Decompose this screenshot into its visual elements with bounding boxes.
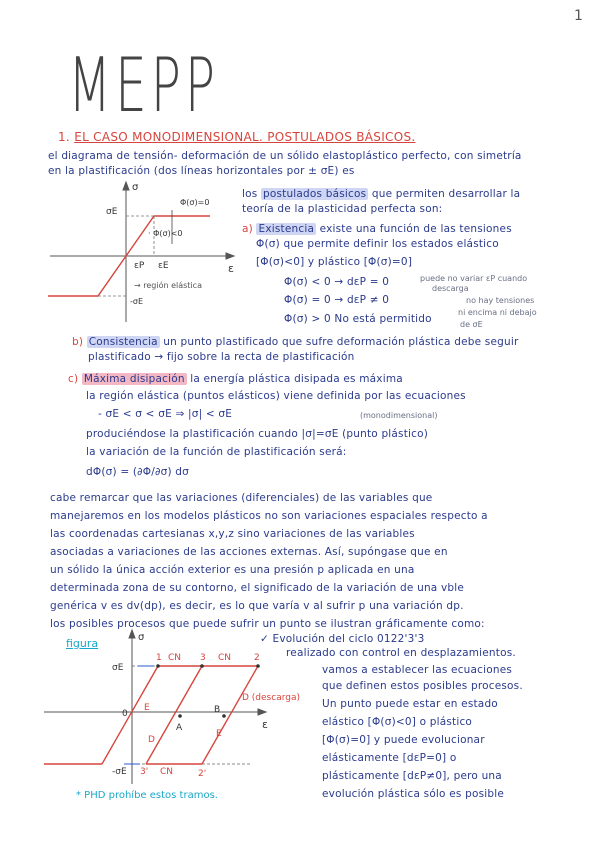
section-title: EL CASO MONODIMENSIONAL. POSTULADOS BÁSICOS. xyxy=(74,130,416,144)
sigma-arrow-icon xyxy=(123,182,129,190)
paragraph-line-5: un sólido la única acción exterior es una presión p aplicada en una xyxy=(50,564,415,576)
postulate-c-5: la variación de la función de plastificación será: xyxy=(86,446,347,458)
line-unload-3 xyxy=(146,666,202,764)
minus-sigma-e-label: -σE xyxy=(130,297,144,306)
postulate-c-2: la región elástica (puntos elásticos) viene definida por las ecuaciones xyxy=(86,390,466,402)
sigma-label-2: σ xyxy=(138,632,145,643)
condition-2-note-2: ni encima ni debajo xyxy=(458,308,537,317)
phi-lt-label: · Φ(σ)<0 xyxy=(148,229,183,238)
postulate-c: c) Máxima disipación la energía plástica disipada es máxima xyxy=(68,373,403,385)
section-heading xyxy=(58,130,416,144)
condition-2-note: no hay tensiones xyxy=(466,296,535,305)
line-unload-2 xyxy=(202,666,258,764)
postulate-c-3-note: (monodimensional) xyxy=(360,411,438,420)
sigma-e-label-2: σE xyxy=(112,663,124,673)
existencia-highlight: Existencia xyxy=(258,223,315,235)
paragraph-line-6: determinada zona de su contorno, el significado de la variación de una vble xyxy=(50,582,465,594)
consistencia-highlight: Consistencia xyxy=(88,336,158,348)
postulate-a-2: Φ(σ) que permite definir los estados elástico xyxy=(256,238,499,250)
cn-label-2: CN xyxy=(218,653,232,663)
condition-1: Φ(σ) < 0 → dεP = 0 xyxy=(284,276,390,288)
eps-e-label: εE xyxy=(158,261,169,271)
evolucion-line-2: realizado con control en desplazamientos. xyxy=(286,647,516,659)
figura-label: figura xyxy=(66,637,99,650)
e-label-2: E xyxy=(216,729,222,739)
point-a-label: A xyxy=(176,723,183,733)
point-2-label: 2 xyxy=(254,653,260,663)
stress-strain-diagram xyxy=(40,180,240,330)
postulate-b: b) Consistencia un punto plastificado que sufre deformación plástica debe seguir xyxy=(72,336,519,348)
condition-2: Φ(σ) = 0 → dεP ≠ 0 xyxy=(284,294,390,306)
line-elastic-1 xyxy=(102,666,158,764)
postulate-c-formula: dΦ(σ) = (∂Φ/∂σ) dσ xyxy=(86,466,190,478)
point-2p-label: 2' xyxy=(198,769,207,779)
cn-label-3: CN xyxy=(160,767,174,777)
postulate-b-2: plastificado → fijo sobre la recta de plastificación xyxy=(88,351,355,363)
eps-p-label: εP xyxy=(134,261,145,271)
intro-line-2: en la plastificación (dos líneas horizontales por ± σE) es xyxy=(48,165,355,177)
page-number: 1 xyxy=(574,8,583,24)
postulados-highlight: postulados básicos xyxy=(262,188,367,200)
paragraph-line-4: asociadas a variaciones de las acciones externas. Así, supóngase que en xyxy=(50,546,448,558)
condition-2-note-3: de σE xyxy=(460,320,483,329)
eps-arrow-icon-2 xyxy=(258,709,266,715)
right-text-7: plásticamente [dεP≠0], pero una xyxy=(322,770,502,782)
postulate-c-4: produciéndose la plastificación cuando |σ|=σE (punto plástico) xyxy=(86,428,429,440)
minus-sigma-e-label-2: -σE xyxy=(112,767,127,777)
page-title: MEPP xyxy=(68,42,220,129)
origin-label: 0 xyxy=(122,709,128,719)
right-text-6: elásticamente [dεP=0] o xyxy=(322,752,457,764)
elastic-region-label: → región elástica xyxy=(134,281,202,290)
footnote: * PHD prohíbe estos tramos. xyxy=(76,790,218,801)
intro-line-1: el diagrama de tensión- deformación de un sólido elastoplástico perfecto, con simetría xyxy=(48,150,522,162)
right-text-2: que definen estos posibles procesos. xyxy=(322,680,523,692)
paragraph-line-1: cabe remarcar que las variaciones (diferenciales) de las variables que xyxy=(50,492,433,504)
paragraph-line-7: genérica v es dv(dp), es decir, es lo que varía v al sufrir p una variación dp. xyxy=(50,600,464,612)
condition-1-note-2: descarga xyxy=(432,284,469,293)
right-text-3: Un punto puede estar en estado xyxy=(322,698,498,710)
cycle-diagram xyxy=(40,628,320,788)
procesos-intro: los posibles procesos que puede sufrir un punto se ilustran gráficamente como: xyxy=(50,618,485,630)
postulate-c-3: - σE < σ < σE ⇒ |σ| < σE xyxy=(98,408,233,420)
eps-label-2: ε xyxy=(262,718,268,731)
cn-label-1: CN xyxy=(168,653,182,663)
postulados-intro: los postulados básicos que permiten desarrollar la xyxy=(242,188,521,200)
e-label-1: E xyxy=(144,703,150,713)
d-label: D xyxy=(148,735,155,745)
condition-1-note: puede no variar εP cuando xyxy=(420,274,528,283)
postulate-a: a) Existencia existe una función de las tensiones xyxy=(242,223,512,235)
maxima-disipacion-highlight: Máxima disipación xyxy=(83,373,185,385)
eps-arrow-icon xyxy=(226,253,234,259)
right-text-4: elástico [Φ(σ)<0] o plástico xyxy=(322,716,473,728)
sigma-label: σ xyxy=(132,182,139,193)
paragraph-line-3: las coordenadas cartesianas x,y,z sino variaciones de las variables xyxy=(50,528,415,540)
right-text-5: [Φ(σ)=0] y puede evolucionar xyxy=(322,734,485,746)
descarga-label: D (descarga) xyxy=(242,693,300,703)
right-text-1: vamos a establecer las ecuaciones xyxy=(322,664,513,676)
phi-eq-label: Φ(σ)=0 xyxy=(180,198,210,207)
point-b-label: B xyxy=(214,705,221,715)
section-number: 1. xyxy=(58,130,71,144)
sigma-e-label: σE xyxy=(106,207,118,217)
postulate-a-3: [Φ(σ)<0] y plástico [Φ(σ)=0] xyxy=(256,256,413,268)
sigma-arrow-icon-2 xyxy=(129,630,135,638)
point-3p-label: 3' xyxy=(140,767,149,777)
point-3-label: 3 xyxy=(200,653,206,663)
evolucion-line-1: ✓ Evolución del ciclo 0122'3'3 xyxy=(260,633,425,645)
condition-3: Φ(σ) > 0 No está permitido xyxy=(284,313,432,325)
right-text-8: evolución plástica sólo es posible xyxy=(322,788,505,800)
eps-label: ε xyxy=(228,262,234,275)
postulados-intro-2: teoría de la plasticidad perfecta son: xyxy=(242,203,443,215)
paragraph-line-2: manejaremos en los modelos plásticos no son variaciones espaciales respecto a xyxy=(50,510,488,522)
point-1-label: 1 xyxy=(156,653,162,663)
